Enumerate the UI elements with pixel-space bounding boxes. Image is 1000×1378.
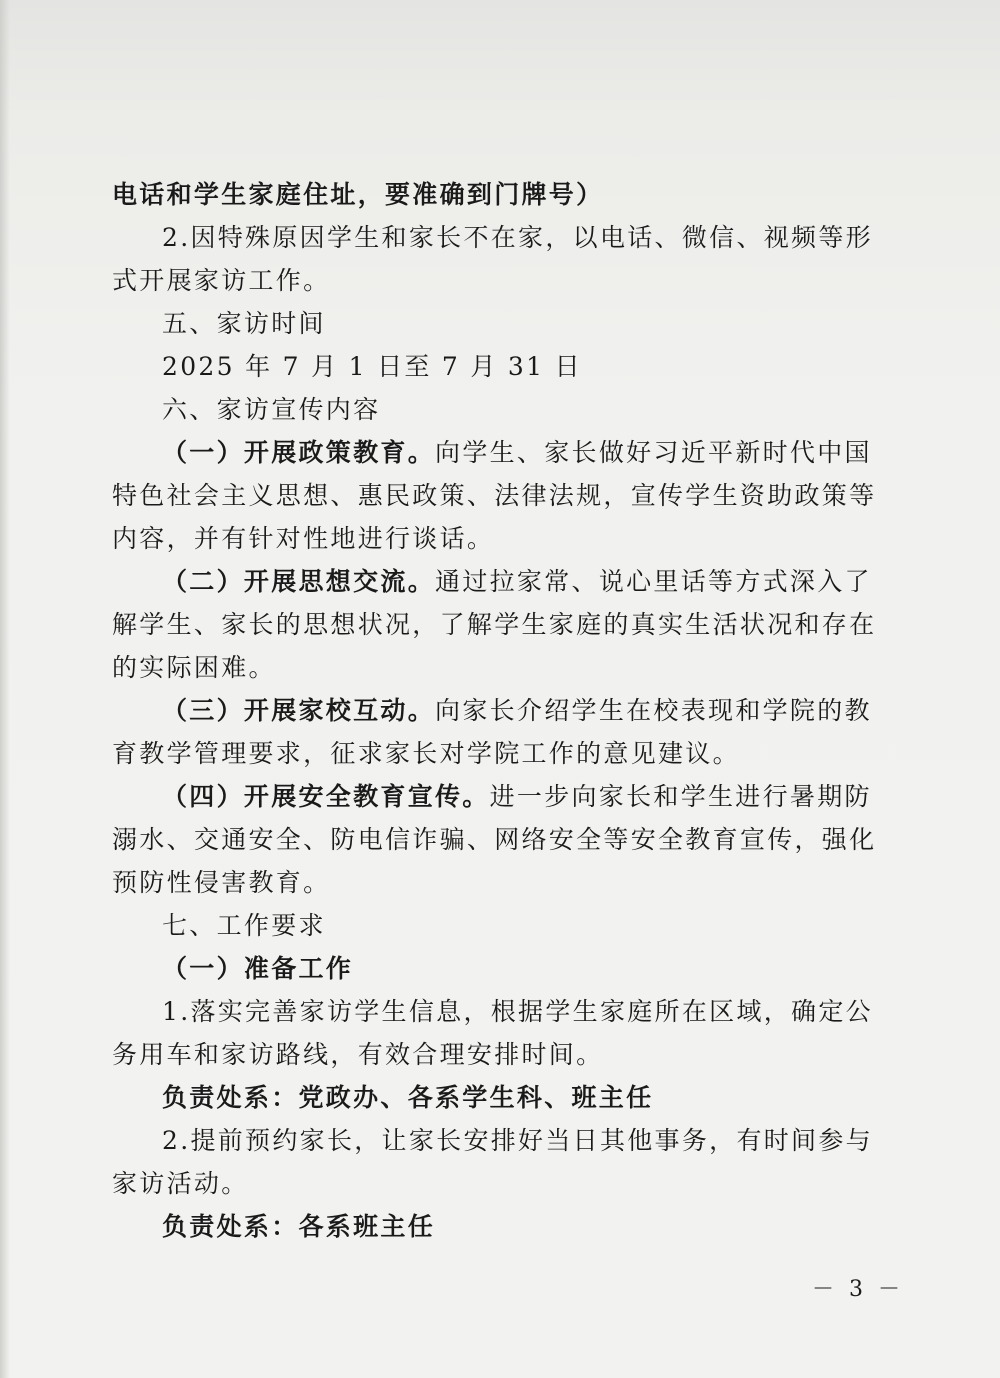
text-line: 电话和学生家庭住址，要准确到门牌号）: [112, 180, 604, 209]
section-heading: 五、家访时间: [162, 309, 326, 338]
text-line: 式开展家访工作。: [112, 266, 331, 295]
text-line: 特色社会主义思想、惠民政策、法律法规，宣传学生资助政策等: [112, 481, 877, 510]
responsible-line: 负责处系：党政办、各系学生科、班主任: [162, 1083, 654, 1112]
text-line: 内容，并有针对性地进行谈话。: [112, 524, 495, 553]
page-edge-shadow: [0, 0, 10, 1378]
paragraph-line: [162, 433, 882, 473]
subsection-heading: （一）准备工作: [162, 954, 354, 983]
lead-in: （二）开展思想交流。: [162, 567, 436, 596]
text-line: 解学生、家长的思想状况，了解学生家庭的真实生活状况和存在: [112, 610, 877, 639]
paragraph-line: [162, 777, 882, 817]
lead-in: （四）开展安全教育宣传。: [162, 782, 490, 811]
section-heading: 六、家访宣传内容: [162, 395, 381, 424]
text-line: 1.落实完善家访学生信息，根据学生家庭所在区域，确定公: [162, 997, 873, 1026]
section-heading: 七、工作要求: [162, 911, 326, 940]
text-line: 2.提前预约家长，让家长安排好当日其他事务，有时间参与: [162, 1126, 873, 1155]
responsible-line: 负责处系：各系班主任: [162, 1212, 436, 1241]
text-line: 的实际困难。: [112, 653, 276, 682]
text-line: 2025 年 7 月 1 日至 7 月 31 日: [162, 352, 582, 381]
page-number: － 3 －: [812, 1277, 904, 1302]
lead-in-text: 通过拉家常、说心里话等方式深入了: [435, 567, 872, 596]
text-line: 育教学管理要求，征求家长对学院工作的意见建议。: [112, 739, 740, 768]
paragraph-line: [162, 562, 882, 602]
text-line: 务用车和家访路线，有效合理安排时间。: [112, 1040, 604, 1069]
text-line: 溺水、交通安全、防电信诈骗、网络安全等安全教育宣传，强化: [112, 825, 877, 854]
lead-in: （三）开展家校互动。: [162, 696, 436, 725]
lead-in-text: 进一步向家长和学生进行暑期防: [489, 782, 872, 811]
lead-in: （一）开展政策教育。: [162, 438, 436, 467]
text-line: 2.因特殊原因学生和家长不在家，以电话、微信、视频等形: [162, 223, 873, 252]
lead-in-text: 向家长介绍学生在校表现和学院的教: [435, 696, 872, 725]
text-line: 家访活动。: [112, 1169, 249, 1198]
paragraph-line: [162, 691, 882, 731]
lead-in-text: 向学生、家长做好习近平新时代中国: [435, 438, 872, 467]
text-line: 预防性侵害教育。: [112, 868, 331, 897]
